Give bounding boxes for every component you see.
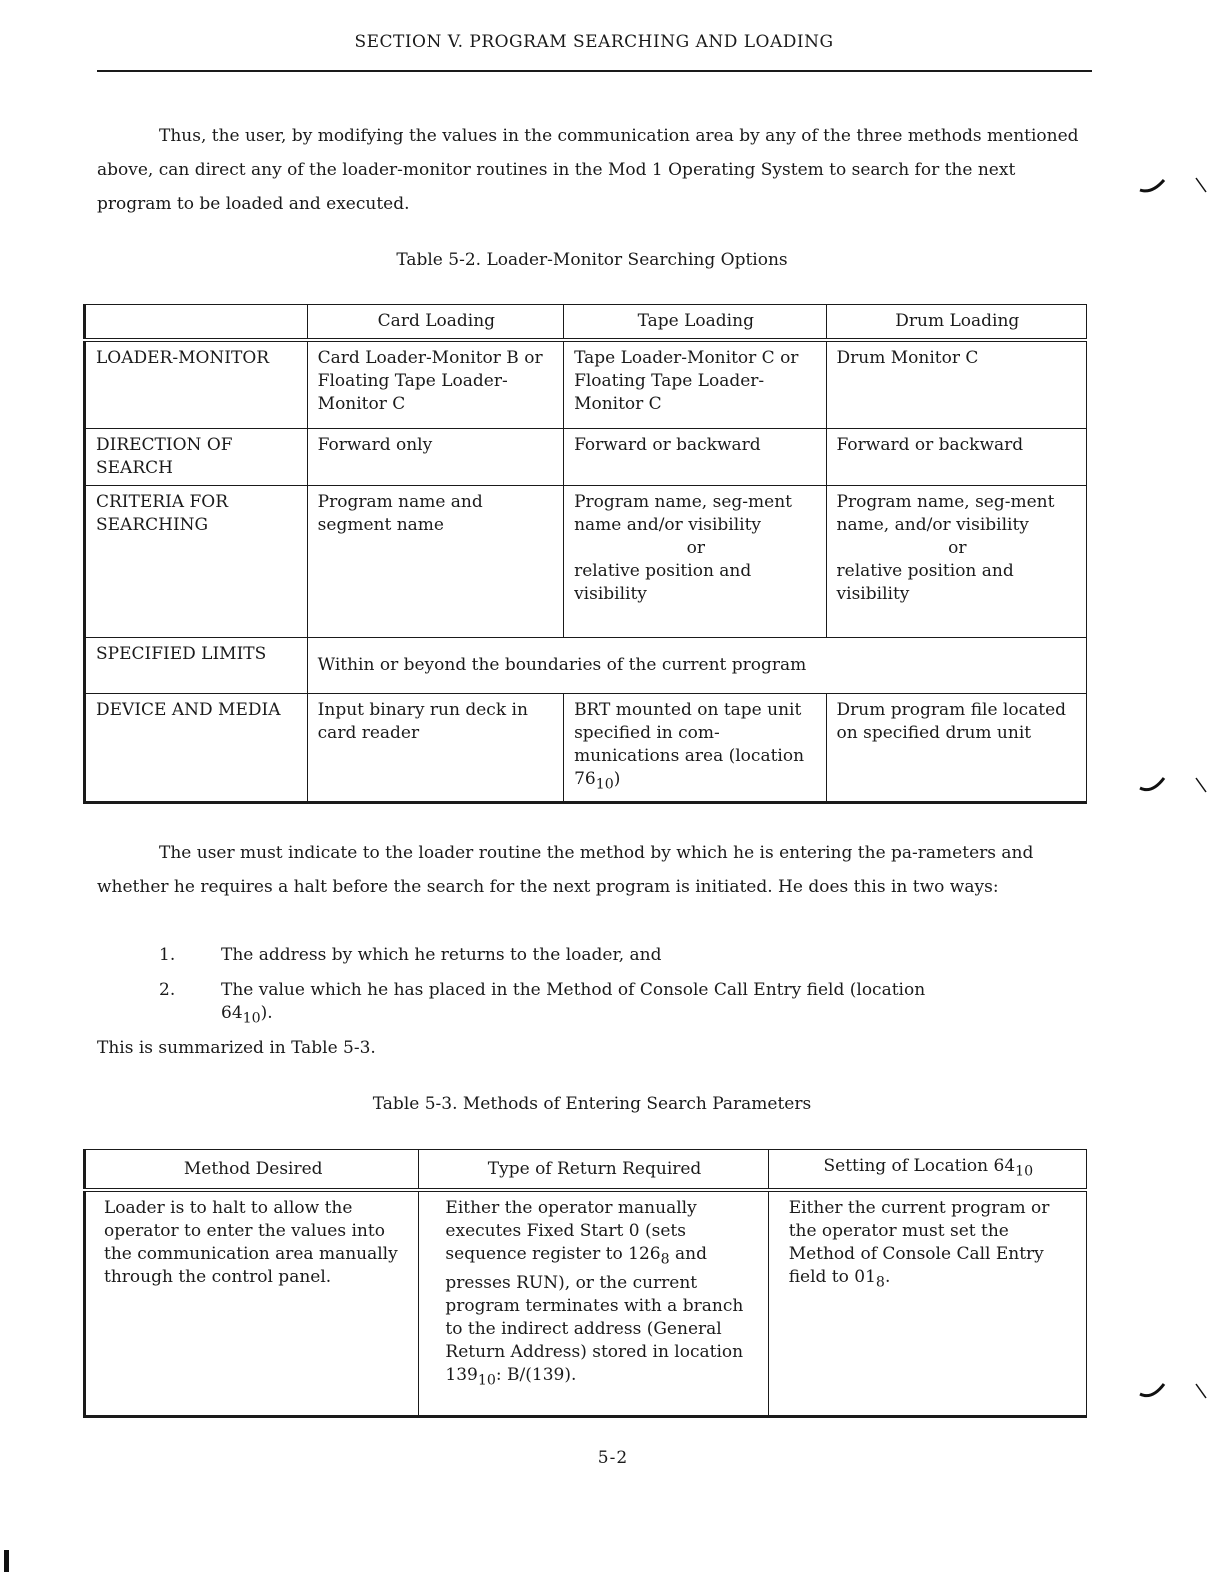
limits-cell: Within or beyond the boundaries of the current program — [307, 637, 1086, 693]
criteria-drum-part2: relative position and visibility — [836, 560, 1014, 604]
table-header-row — [85, 1150, 1087, 1191]
table-row — [85, 693, 1087, 802]
table-cell: Forward or backward — [564, 428, 826, 485]
page-header: SECTION V. PROGRAM SEARCHING AND LOADING — [354, 32, 834, 52]
margin-mark — [4, 1550, 9, 1572]
header-empty-cell — [85, 305, 308, 341]
table-cell: Program name and segment name — [307, 485, 563, 637]
table-header-row — [85, 305, 1087, 341]
table-5-3-caption: Table 5-3. Methods of Entering Search Parameters — [372, 1094, 812, 1114]
table-cell: Forward only — [307, 428, 563, 485]
table-cell: Drum program file located on specified drum unit — [826, 693, 1086, 802]
row-label: SPECIFIED LIMITS — [85, 637, 308, 693]
summary-line: This is summarized in Table 5-3. — [97, 1038, 376, 1058]
row-label: LOADER-MONITOR — [85, 340, 308, 428]
setting-cell — [768, 1190, 1086, 1416]
table-row — [85, 340, 1087, 428]
return-cell — [419, 1190, 768, 1416]
list-text: The address by which he returns to the loader, and — [221, 945, 662, 965]
criteria-drum-part1: Program name, seg-ment name, and/or visibility — [836, 491, 1055, 535]
list-text — [221, 979, 961, 1030]
return-text-c: : B/(139). — [495, 1364, 577, 1385]
binding-mark-bottom — [1130, 1378, 1210, 1408]
table-5-3 — [83, 1149, 1087, 1418]
table-cell — [564, 693, 826, 802]
binding-mark-middle — [1130, 770, 1210, 800]
setting-tail: . — [884, 1267, 891, 1288]
device-tape-close: ) — [613, 768, 621, 789]
list-item — [97, 979, 1087, 1030]
device-tape-subscript: 10 — [595, 775, 614, 792]
return-subscript-b: 10 — [477, 1372, 496, 1389]
table-cell: Card Loader-Monitor B or Floating Tape Loader-Monitor C — [307, 340, 563, 428]
header-method-desired: Method Desired — [85, 1150, 419, 1191]
table-cell: Input binary run deck in card reader — [307, 693, 563, 802]
header-card-loading: Card Loading — [307, 305, 563, 341]
criteria-tape-part2: relative position and visibility — [574, 560, 752, 604]
return-text-a: Either the operator manually executes Fixed Start 0 (sets sequence register to 126 — [445, 1198, 697, 1265]
list-text-main: The value which he has placed in the Method of Console Call Entry field (location 64 — [221, 980, 926, 1023]
table-cell: Drum Monitor C — [826, 340, 1086, 428]
middle-paragraph: The user must indicate to the loader routine the method by which he is entering the pa-rameters and whether he requires a halt before the search for the next program is initiated. He does this in two ways: — [97, 843, 1034, 897]
header-drum-loading: Drum Loading — [826, 305, 1086, 341]
list-text-tail: ). — [260, 1003, 273, 1023]
criteria-drum-or: or — [948, 537, 967, 558]
table-cell: Forward or backward — [826, 428, 1086, 485]
setting-subscript: 8 — [875, 1274, 885, 1291]
table-cell — [826, 485, 1086, 637]
row-label: DEVICE AND MEDIA — [85, 693, 308, 802]
table-5-2-caption: Table 5-2. Loader-Monitor Searching Options — [396, 250, 788, 270]
return-text-b: and presses RUN), or the current program terminates with a branch to the indirect address (General Return Address) stored in location 139 — [445, 1244, 744, 1385]
intro-paragraph: Thus, the user, by modifying the values in the communication area by any of the three methods mentioned above, can direct any of the loader-monitor routines in the Mod 1 Operating System to search for the next program to be loaded and executed. — [97, 126, 1079, 214]
method-cell: Loader is to halt to allow the operator to enter the values into the communication area manually through the control panel. — [85, 1190, 419, 1416]
list-item — [97, 944, 1087, 967]
device-tape-text: BRT mounted on tape unit specified in com-munications area (location 76 — [574, 699, 805, 789]
binding-mark-top — [1130, 170, 1210, 200]
header-type-of-return: Type of Return Required — [419, 1150, 768, 1191]
table-row — [85, 637, 1087, 693]
table-row — [85, 428, 1087, 485]
table-row — [85, 485, 1087, 637]
table-5-2 — [83, 304, 1087, 804]
table-cell — [564, 485, 826, 637]
header-setting-subscript: 10 — [1015, 1163, 1034, 1180]
numbered-list — [97, 944, 1087, 1042]
table-cell: Tape Loader-Monitor C or Floating Tape Loader-Monitor C — [564, 340, 826, 428]
list-subscript: 10 — [242, 1010, 261, 1027]
criteria-tape-part1: Program name, seg-ment name and/or visibility — [574, 491, 792, 535]
header-rule — [97, 70, 1092, 72]
criteria-tape-or: or — [686, 537, 705, 558]
row-label: CRITERIA FOR SEARCHING — [85, 485, 308, 637]
page-number: 5-2 — [597, 1448, 629, 1468]
return-subscript-a: 8 — [660, 1251, 670, 1268]
setting-text: Either the current program or the operator must set the Method of Console Call Entry field to 01 — [788, 1198, 1050, 1288]
header-setting-text: Setting of Location 64 — [823, 1156, 1016, 1176]
header-tape-loading: Tape Loading — [564, 305, 826, 341]
list-number: 1. — [159, 945, 176, 965]
list-number: 2. — [159, 980, 176, 1000]
table-row — [85, 1190, 1087, 1416]
row-label: DIRECTION OF SEARCH — [85, 428, 308, 485]
header-setting-location — [768, 1150, 1086, 1191]
